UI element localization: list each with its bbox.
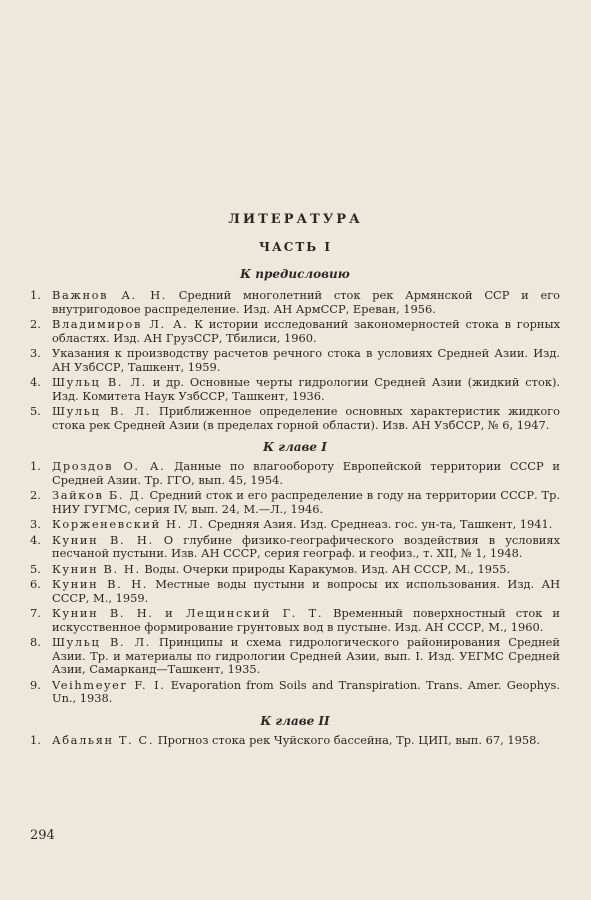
reference-text: Принципы и схема гидрологического районирования Средней Азии. Тр. и материалы по гидрологии Средней Азии, вып. I. Изд. УЕГМС Средней Азии, Самарканд—Ташкент, 1935. — [52, 635, 560, 676]
reference-item — [30, 376, 560, 403]
reference-author: Важнов А. Н. — [52, 288, 167, 302]
reference-author: Шульц В. Л. — [52, 404, 151, 418]
reference-text: Прогноз стока рек Чуйского бассейна, Тр. ЦИП, вып. 67, 1958. — [157, 732, 540, 747]
reference-text: К истории исследований закономерностей стока в горных областях. Изд. АН ГрузССР, Тбилиси, 1960. — [52, 317, 561, 345]
reference-author: Veihmeyer F. I. — [52, 677, 166, 692]
reference-item — [30, 460, 560, 487]
reference-item — [30, 578, 560, 605]
reference-item — [30, 534, 560, 561]
section-heading: К предисловию — [240, 267, 350, 281]
reference-number: 8. — [30, 635, 41, 649]
reference-text: Средний сток и его распределение в году на территории СССР. Тр. НИУ ГУГМС, серия IV, вып. 24, М.—Л., 1946. — [52, 488, 561, 516]
reference-author: Кунин В. Н. и Лещинский Г. Т. — [52, 606, 324, 620]
reference-number: 4. — [30, 375, 41, 389]
reference-author: Владимиров Л. А. — [52, 317, 189, 331]
reference-author: Зайков Б. Д. — [52, 488, 146, 502]
reference-text: Временный поверхностный сток и искусственное формирование грунтовых вод в пустыне. Изд. АН СССР, М., 1960. — [52, 606, 560, 634]
section-heading: К главе I — [263, 440, 327, 454]
reference-item — [30, 518, 560, 532]
reference-text: Evaporation from Soils and Transpiration. Trans. Amer. Geophys. Un., 1938. — [52, 677, 560, 705]
reference-item — [30, 289, 560, 316]
reference-item — [30, 607, 560, 634]
reference-item — [30, 405, 560, 432]
reference-number: 1. — [30, 459, 41, 473]
reference-list — [30, 734, 560, 748]
reference-text: Указания к производству расчетов речного стока в условиях Средней Азии. Изд. АН УзбССР, Ташкент, 1959. — [52, 346, 560, 374]
reference-text: и др. Основные черты гидрологии Средней Азии (жидкий сток). Изд. Комитета Наук УзбССР, Ташкент, 1936. — [52, 375, 561, 403]
reference-number: 9. — [30, 677, 41, 692]
section-heading: К главе II — [260, 713, 330, 728]
reference-author: Кунин В. Н. — [52, 561, 141, 576]
reference-number: 1. — [30, 288, 41, 302]
reference-item — [30, 563, 560, 577]
reference-item — [30, 347, 560, 374]
reference-number: 7. — [30, 606, 41, 620]
reference-text: Средний многолетний сток рек Армянской ССР и его внутригодовое распределение. Изд. АН АрмССР, Ереван, 1956. — [52, 288, 561, 316]
reference-number: 5. — [30, 404, 41, 418]
reference-number: 6. — [30, 577, 41, 591]
reference-text: Данные по влагообороту Европейской территории СССР и Средней Азии. Тр. ГГО, вып. 45, 1954. — [52, 459, 561, 487]
reference-item — [30, 734, 560, 748]
reference-author: Кунин В. Н. — [52, 577, 148, 591]
part-title: ЧАСТЬ I — [259, 240, 332, 254]
reference-text: Местные воды пустыни и вопросы их использования. Изд. АН СССР, М., 1959. — [52, 577, 560, 605]
reference-item — [30, 636, 560, 677]
reference-number: 5. — [30, 561, 41, 576]
reference-author: Шульц В. Л. — [52, 635, 151, 649]
reference-number: 3. — [30, 517, 41, 531]
reference-number: 4. — [30, 532, 41, 547]
reference-author: Абальян Т. С. — [52, 732, 155, 747]
reference-number: 3. — [30, 346, 41, 360]
reference-item — [30, 318, 560, 345]
reference-text: Приближенное определение основных характеристик жидкого стока рек Средней Азии (в пределах горной области). Изв. АН УзбССР, № 6, 1947. — [52, 404, 561, 432]
reference-author: Корженевский Н. Л. — [52, 517, 205, 531]
reference-author: Шульц В. Л. — [52, 375, 147, 389]
reference-author: Дроздов О. А. — [52, 459, 166, 473]
reference-number: 1. — [30, 732, 41, 747]
reference-number: 2. — [30, 317, 41, 331]
page-title: ЛИТЕРАТУРА — [228, 212, 363, 227]
reference-text: Воды. Очерки природы Каракумов. Изд. АН СССР, М., 1955. — [144, 561, 511, 576]
reference-text: Средняя Азия. Изд. Среднеаз. гос. ун-та, Ташкент, 1941. — [207, 517, 553, 531]
reference-number: 2. — [30, 488, 41, 502]
reference-author: Кунин В. Н. — [52, 532, 154, 547]
references — [30, 263, 560, 751]
page-number: 294 — [30, 828, 55, 843]
reference-text: О глубине физико-географического воздействия в условиях песчаной пустыни. Изв. АН СССР, серия географ. и геофиз., т. XII, № 1, 1948. — [52, 532, 561, 560]
reference-item — [30, 489, 560, 516]
reference-item — [30, 679, 560, 706]
reference-list — [30, 460, 560, 706]
reference-list — [30, 289, 560, 432]
